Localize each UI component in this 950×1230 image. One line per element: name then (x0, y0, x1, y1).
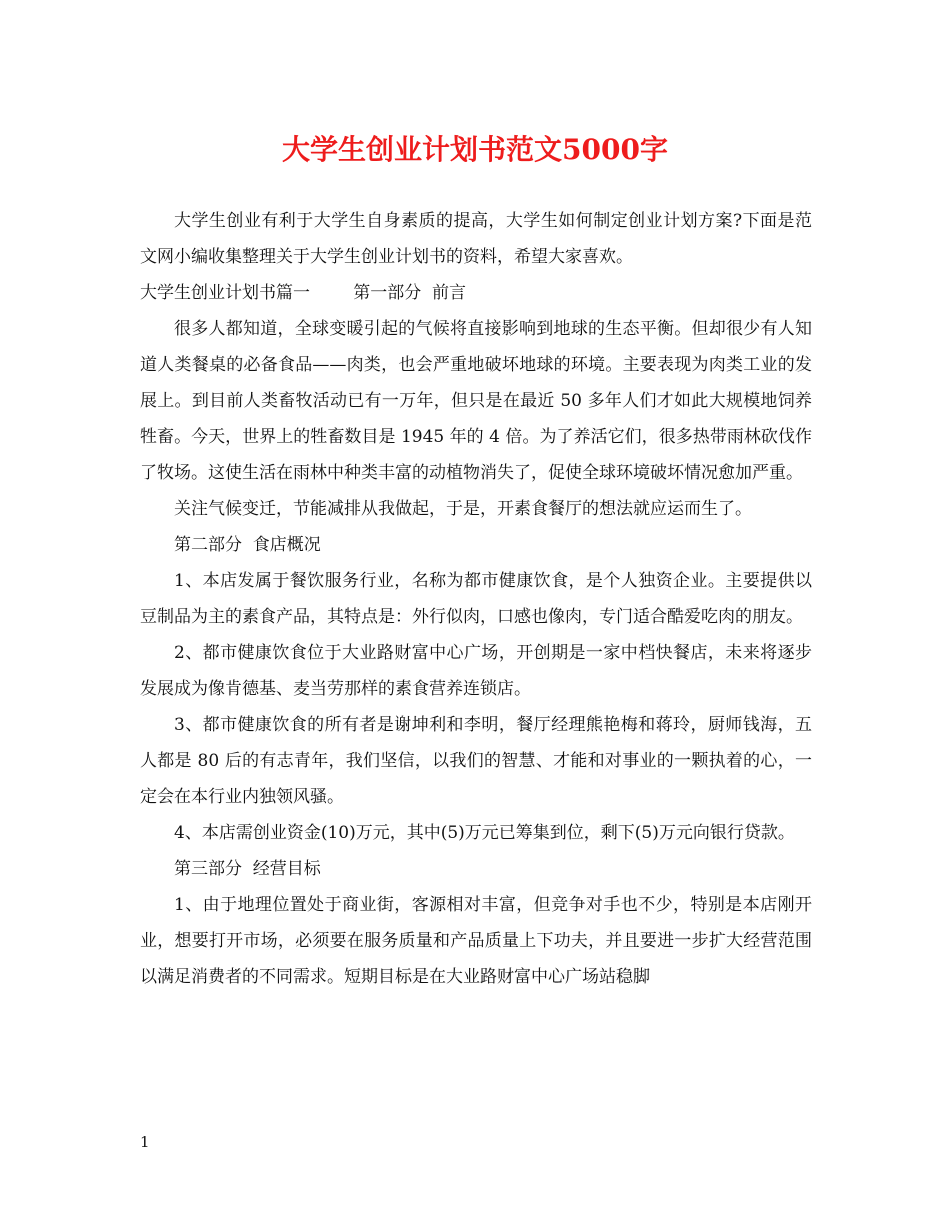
section-heading-part-two: 第二部分 食店概况 (174, 535, 321, 555)
preface-conclusion-paragraph: 关注气候变迁，节能减排从我做起，于是，开素食餐厅的想法就应运而生了。 (174, 499, 752, 519)
page-number: 1 (140, 1133, 150, 1151)
overview-item-2: 2、都市健康饮食位于大业路财富中心广场，开创期是一家中档快餐店，未来将逐步发展成为像肯德基、麦当劳那样的素食营养连锁店。 (140, 643, 812, 699)
intro-paragraph: 大学生创业有利于大学生自身素质的提高，大学生如何制定创业计划方案?下面是范文网小编收集整理关于大学生创业计划书的资料，希望大家喜欢。 (140, 211, 812, 267)
document-title: 大学生创业计划书范文5000字 (282, 133, 668, 166)
overview-item-1: 1、本店发属于餐饮服务行业，名称为都市健康饮食，是个人独资企业。主要提供以豆制品为主的素食产品，其特点是：外行似肉，口感也像肉，专门适合酷爱吃肉的朋友。 (140, 571, 812, 627)
section-heading-part-three: 第三部分 经营目标 (174, 859, 321, 879)
overview-item-3: 3、都市健康饮食的所有者是谢坤利和李明，餐厅经理熊艳梅和蒋玲，厨师钱海，五人都是 80 后的有志青年，我们坚信，以我们的智慧、才能和对事业的一颗执着的心，一定会在本行业内独领风骚。 (140, 715, 812, 807)
section-heading-part-one: 大学生创业计划书篇一 第一部分 前言 (140, 283, 467, 303)
preface-paragraph: 很多人都知道，全球变暖引起的气候将直接影响到地球的生态平衡。但却很少有人知道人类餐桌的必备食品——肉类，也会严重地破坏地球的环境。主要表现为肉类工业的发展上。到目前人类畜牧活动已有一万年，但只是在最近 50 多年人们才如此大规模地饲养牲畜。今天，世界上的牲畜数目是 1945 年的 4 倍。为了养活它们，很多热带雨林砍伐作了牧场。这使生活在雨林中种类丰富的动植物消失了，促使全球环境破坏情况愈加严重。 (140, 319, 812, 483)
document-body (140, 203, 812, 995)
overview-item-4: 4、本店需创业资金(10)万元，其中(5)万元已筹集到位，剩下(5)万元向银行贷款。 (174, 823, 795, 843)
goals-item-1: 1、由于地理位置处于商业街，客源相对丰富，但竞争对手也不少，特别是本店刚开业，想要打开市场，必须要在服务质量和产品质量上下功夫，并且要进一步扩大经营范围以满足消费者的不同需求。短期目标是在大业路财富中心广场站稳脚 (140, 895, 812, 987)
